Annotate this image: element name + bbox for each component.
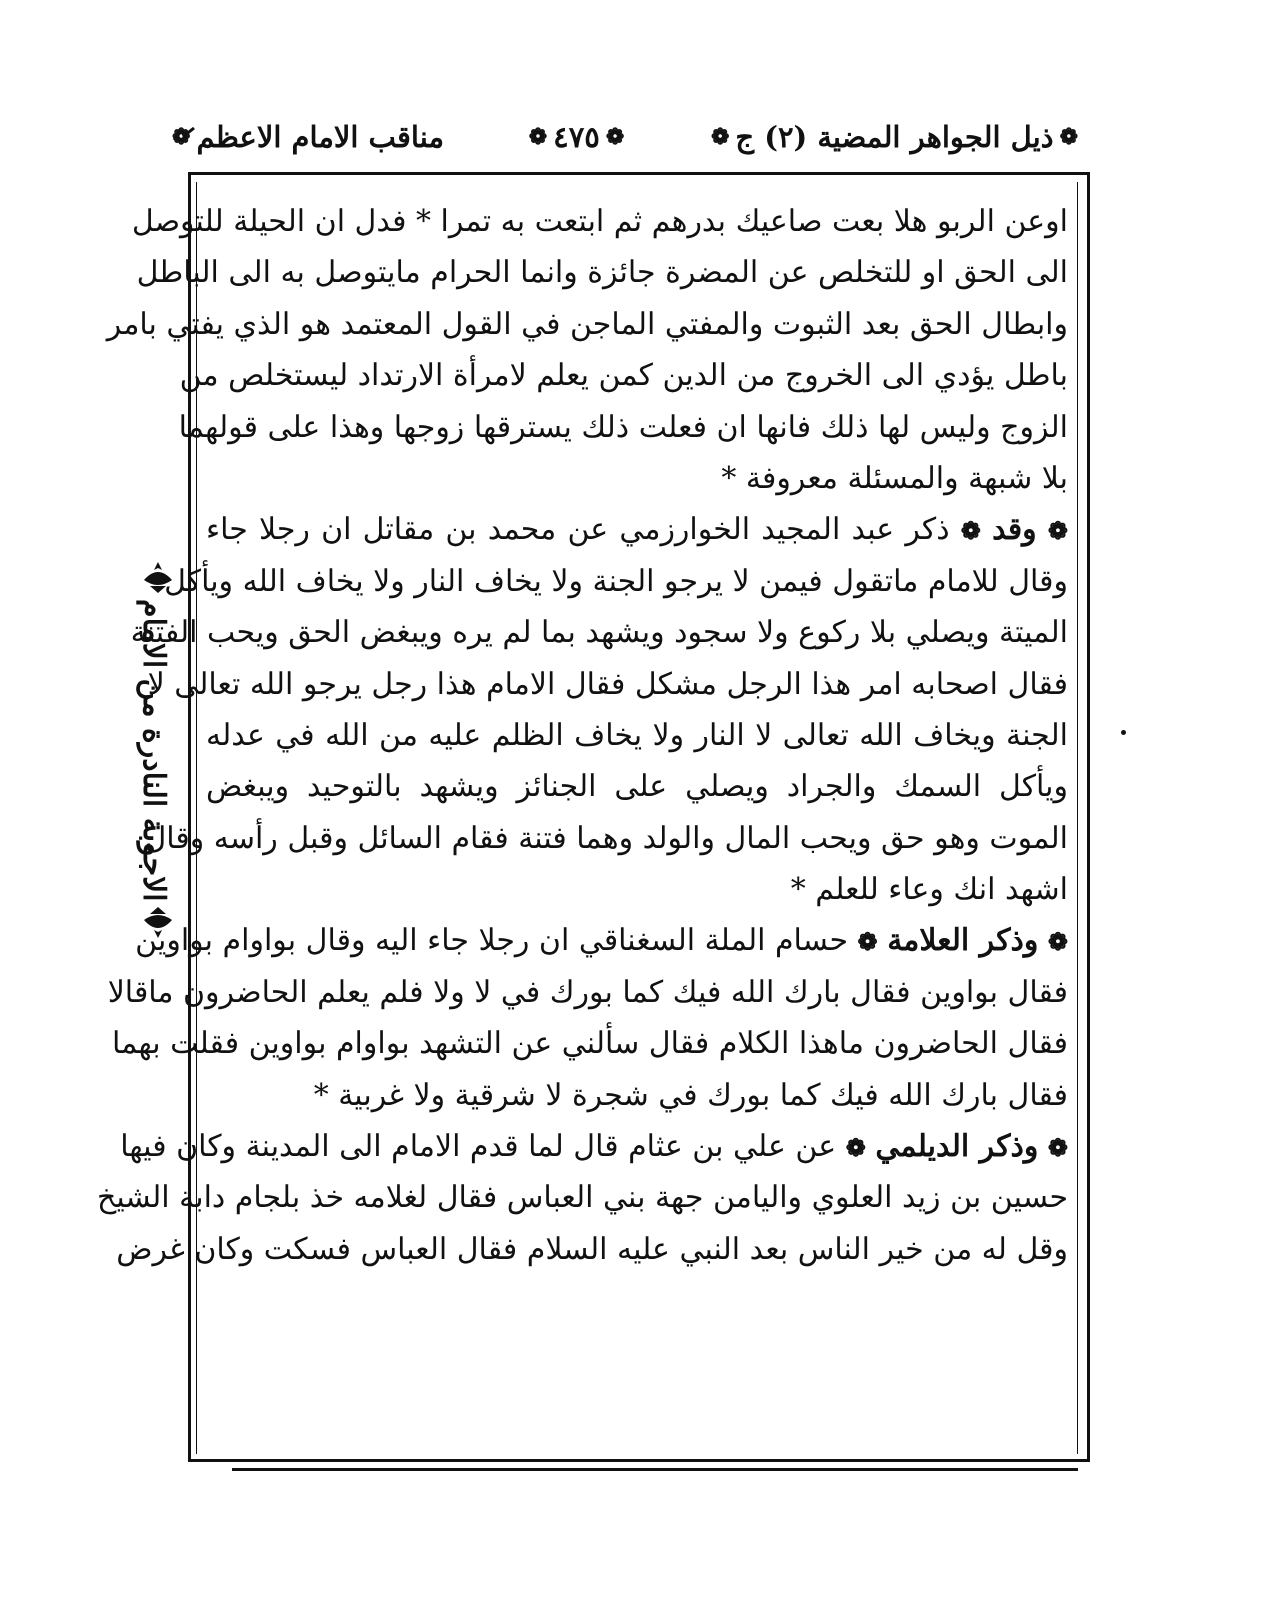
header-center-part <box>527 120 627 154</box>
bracket-ornament-icon: ❁ <box>1047 1133 1068 1163</box>
running-header <box>170 112 1080 162</box>
text-line: فقال بارك الله فيك كما بورك في شجرة لا شرقية ولا غربية * <box>313 1077 1068 1113</box>
paragraph-lead: وذكر الديلمي <box>875 1129 1039 1165</box>
text-line: ❁ وذكر العلامة ❁ حسام الملة السغناقي ان رجلا جاء اليه وقال بواوام بواوين <box>135 923 1068 959</box>
text-line: اشهد انك وعاء للعلم * <box>790 872 1068 908</box>
text-line: الى الحق او للتخلص عن المضرة جائزة وانما الحرام مايتوصل به الى الباطل <box>136 255 1068 291</box>
text-line: الموت وهو حق ويحب المال والولد وهما فتنة فقام السائل وقبل رأسه وقال <box>144 820 1068 856</box>
paragraph-lead: وقد <box>992 512 1037 548</box>
text-line: ❁ وذكر الديلمي ❁ عن علي بن عثام قال لما قدم الامام الى المدينة وكان فيها <box>120 1129 1068 1165</box>
margin-note-text: الاجوبة النادرة من الامام <box>136 598 171 902</box>
page-number: ٤٧٥ <box>553 120 600 154</box>
header-ornament-icon: ❁ <box>1059 124 1078 150</box>
header-ornament-icon: ❁ <box>605 124 625 150</box>
bracket-ornament-icon: ❁ <box>845 1133 866 1163</box>
text-line: الميتة ويصلي بلا ركوع ولا سجود ويشهد بما لم يره ويبغض الحق ويحب الفتنة <box>130 615 1068 651</box>
bottom-rule <box>232 1468 1078 1471</box>
header-section-title: مناقب الامام الاعظم <box>196 120 444 154</box>
header-ornament-icon: ❁ <box>172 124 191 150</box>
header-ornament-icon: ❁ <box>528 124 548 150</box>
header-right-part <box>709 120 1080 154</box>
bracket-ornament-icon: ❁ <box>1047 516 1068 546</box>
text-line: اوعن الربو هلا بعت صاعيك بدرهم ثم ابتعت به تمرا * فدل ان الحيلة للتوصل <box>131 204 1068 239</box>
text-line: ❁ وقد ❁ ذكر عبد المجيد الخوارزمي عن محمد بن مقاتل ان رجلا جاء <box>206 512 1068 548</box>
text-line: وقال للامام ماتقول فيمن لا يرجو الجنة ولا يخاف النار ولا يخاف الله ويأكل <box>164 563 1068 599</box>
text-line: باطل يؤدي الى الخروج من الدين كمن يعلم لامرأة الارتداد ليستخلص من <box>179 358 1068 394</box>
bracket-ornament-icon: ❁ <box>960 516 981 546</box>
header-left-part <box>170 120 444 154</box>
bracket-ornament-icon: ❁ <box>857 927 878 957</box>
text-line: فقال الحاضرون ماهذا الكلام فقال سألني عن التشهد بواوام بواوين فقلت بهما <box>111 1026 1068 1062</box>
bracket-ornament-icon: ❁ <box>1047 927 1068 957</box>
header-ornament-icon: ❁ <box>710 124 730 150</box>
text-line: الجنة ويخاف الله تعالى لا النار ولا يخاف الظلم عليه من الله في عدله <box>206 717 1068 753</box>
text-line: بلا شبهة والمسئلة معروفة * <box>721 460 1068 496</box>
text-line: فقال اصحابه امر هذا الرجل مشكل فقال الامام هذا رجل يرجو الله تعالى لا <box>147 666 1068 702</box>
text-line: فقال بواوين فقال بارك الله فيك كما بورك في لا ولا فلم يعلم الحاضرون ماقالا <box>107 974 1068 1010</box>
text-line: الزوج وليس لها ذلك فانها ان فعلت ذلك يسترقها زوجها وهذا على قولهما <box>178 409 1068 445</box>
header-book-title: ذيل الجواهر المضية (٢) ج <box>735 120 1054 154</box>
text-line: حسين بن زيد العلوي واليامن جهة بني العباس فقال لغلامه خذ بلجام دابة الشيخ <box>96 1180 1068 1216</box>
text-line: ويأكل السمك والجراد ويصلي على الجنائز ويشهد بالتوحيد ويبغض <box>206 769 1068 805</box>
text-line: وقل له من خير الناس بعد النبي عليه السلام فقال العباس فسكت وكان غرض <box>116 1231 1068 1267</box>
paragraph-lead: وذكر العلامة <box>887 923 1039 959</box>
stray-ink-dot <box>1121 730 1126 735</box>
text-line: وابطال الحق بعد الثبوت والمفتي الماجن في القول المعتمد هو الذي يفتي بامر <box>106 306 1068 342</box>
